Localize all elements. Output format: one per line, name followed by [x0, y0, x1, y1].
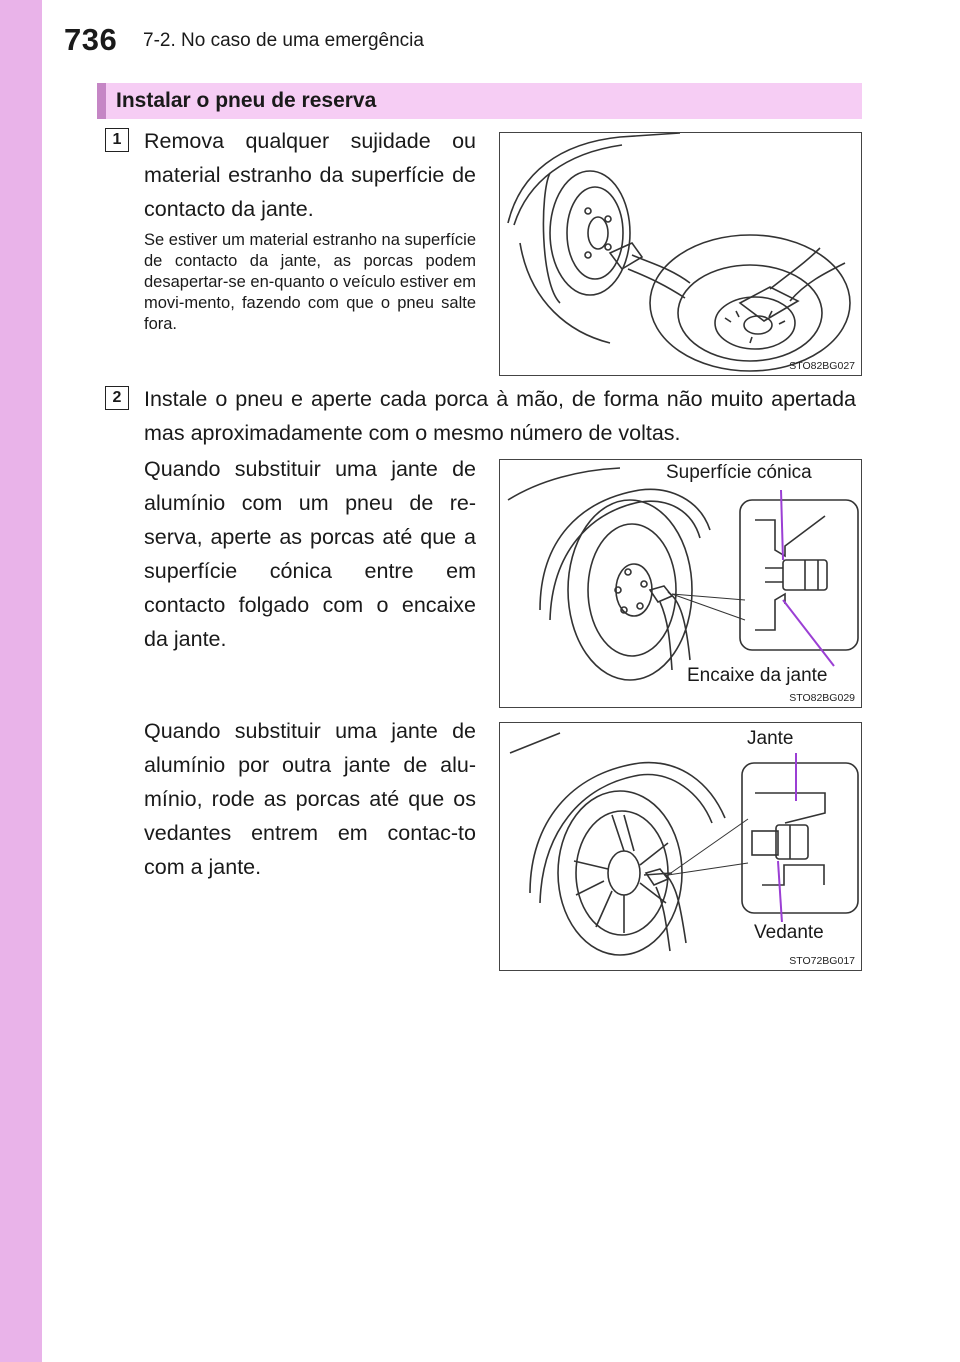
section-title: 7-2. No caso de uma emergência — [143, 30, 424, 51]
figure-3-code: STO72BG017 — [789, 955, 855, 967]
alloy-to-spare-paragraph: Quando substituir uma jante de alumínio com um pneu de re-serva, aperte as porcas até que a superfície cónica entre em contacto folgado com o encaixe da jante. — [144, 457, 476, 651]
step-2-badge: 2 — [105, 386, 129, 410]
step-1-text: Remova qualquer sujidade ou material estranho da superfície de contacto da jante. — [144, 129, 476, 221]
hub-and-spare-tire-illustration — [500, 133, 860, 374]
step-2-text: Instale o pneu e aperte cada porca à mão, de forma não muito apertada mas aproximadamente com o mesmo número de voltas. — [144, 387, 856, 445]
alloy-to-alloy-paragraph: Quando substituir uma jante de alumínio por outra jante de alu-mínio, rode as porcas até que os vedantes entrem em contac-to com a jante. — [144, 719, 476, 879]
label-wheel-seat: Encaixe da jante — [687, 665, 828, 686]
figure-clean-hub — [499, 132, 862, 376]
section-header-bar — [97, 83, 862, 119]
step-1-note: Se estiver um material estranho na superfície de contacto da jante, as porcas podem desapertar-se en-quanto o veículo estiver em movi-mento, fazendo com que o pneu salte fora. — [144, 231, 477, 333]
page-number: 736 — [64, 22, 118, 57]
chapter-side-strip — [0, 0, 42, 1362]
figure-spare-tapered-seat — [499, 459, 862, 708]
figure-alloy-washer — [499, 722, 862, 971]
label-wheel: Jante — [747, 728, 794, 749]
label-tapered-surface: Superfície cónica — [666, 462, 812, 483]
section-header-title: Instalar o pneu de reserva — [116, 89, 377, 112]
label-washer: Vedante — [754, 922, 824, 943]
step-1-badge: 1 — [105, 128, 129, 152]
figure-1-code: STO82BG027 — [789, 360, 855, 372]
figure-2-code: STO82BG029 — [789, 692, 855, 704]
